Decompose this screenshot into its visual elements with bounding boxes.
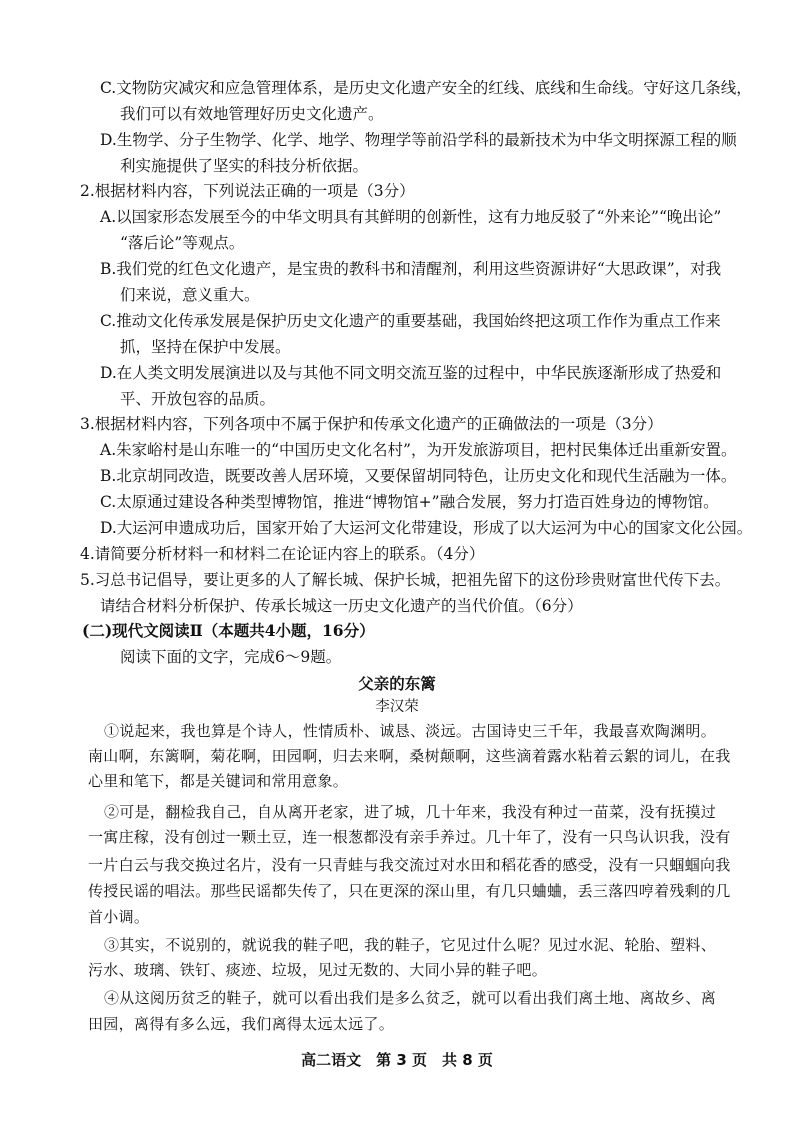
article-title: 父亲的东篱 bbox=[358, 674, 436, 693]
option-d-line2: 利实施提供了坚实的科技分析依据。 bbox=[120, 157, 369, 175]
question-3: 3.根据材料内容，下列各项中不属于保护和传承文化遗产的正确做法的一项是（3分） bbox=[80, 415, 663, 433]
option-c-line2: 我们可以有效地管理好历史文化遗产。 bbox=[120, 105, 384, 123]
q3-option-b: B.北京胡同改造，既要改善人居环境，又要保留胡同特色，让历史文化和现代生活融为一体。 bbox=[100, 467, 737, 485]
q2-option-c-line2: 抓，坚持在保护中发展。 bbox=[120, 338, 291, 356]
paragraph-4-line1: ④从这阅历贫乏的鞋子，就可以看出我们是多么贫乏，就可以看出我们离土地、离故乡、离 bbox=[104, 989, 717, 1007]
paragraph-3-line1: ③其实，不说别的，就说我的鞋子吧，我的鞋子，它见过什么呢？见过水泥、轮胎、塑料、 bbox=[104, 936, 717, 954]
q2-option-d-line1: D.在人类文明发展演进以及与其他不同文明交流互鉴的过程中，中华民族逐渐形成了热爱和 bbox=[100, 364, 722, 382]
q3-option-c: C.太原通过建设各种类型博物馆，推进“博物馆+”融合发展，努力打造百姓身边的博物馆。 bbox=[100, 493, 719, 511]
paragraph-1-line3: 心里和笔下，都是关键词和常用意象。 bbox=[88, 772, 349, 790]
q2-option-c-line1: C.推动文化传承发展是保护历史文化遗产的重要基础，我国始终把这项工作作为重点工作来 bbox=[100, 312, 721, 330]
paragraph-2-line1: ②可是，翻检我自己，自从离开老家，进了城，几十年来，我没有种过一苗菜，没有抚摸过 bbox=[104, 803, 717, 821]
reading-instruction: 阅读下面的文字，完成6～9题。 bbox=[120, 648, 342, 666]
paragraph-1-line1: ①说起来，我也算是个诗人，性情质朴、诚恳、淡远。古国诗史三千年，我最喜欢陶渊明。 bbox=[104, 722, 717, 740]
page-footer: 高二语文 第 3 页 共 8 页 bbox=[301, 1051, 493, 1069]
q3-option-a: A.朱家峪村是山东唯一的“中国历史文化名村”，为开发旅游项目，把村民集体迁出重新安置。 bbox=[100, 441, 737, 459]
question-5-line2: 请结合材料分析保护、传承长城这一历史文化遗产的当代价值。（6分） bbox=[100, 597, 583, 615]
paragraph-1-line2: 南山啊，东篱啊，菊花啊，田园啊，归去来啊，桑树颠啊，这些滴着露水粘着云絮的词儿，在我 bbox=[88, 747, 731, 765]
q2-option-a-line1: A.以国家形态发展至今的中华文明具有其鲜明的创新性，这有力地反驳了“外来论”“晚出论” bbox=[100, 208, 722, 226]
paragraph-2-line5: 首小调。 bbox=[88, 908, 150, 926]
q2-option-a-line2: “落后论”等观点。 bbox=[120, 234, 245, 252]
paragraph-4-line2: 田园，离得有多么远，我们离得太远太远了。 bbox=[88, 1015, 395, 1033]
question-2: 2.根据材料内容，下列说法正确的一项是（3分） bbox=[80, 182, 415, 200]
option-c-line1: C.文物防灾减灾和应急管理体系，是历史文化遗产安全的红线、底线和生命线。守好这几条线， bbox=[100, 79, 752, 97]
paragraph-2-line2: 一寓庄稼，没有创过一颗土豆，连一根葱都没有亲手养过。几十年了，没有一只鸟认识我，没有 bbox=[88, 828, 731, 846]
question-5-line1: 5.习总书记倡导，要让更多的人了解长城、保护长城，把祖先留下的这份珍贵财富世代传下去。 bbox=[80, 571, 731, 589]
article-author: 李汉荣 bbox=[375, 699, 419, 715]
q2-option-b-line1: B.我们党的红色文化遗产，是宝贵的教科书和清醒剂，利用这些资源讲好“大思政课”，对我 bbox=[100, 260, 722, 278]
question-4: 4.请简要分析材料一和材料二在论证内容上的联系。（4分） bbox=[80, 545, 485, 563]
q2-option-d-line2: 平、开放包容的品质。 bbox=[120, 390, 276, 408]
paragraph-3-line2: 污水、玻璃、铁钉、痰迹、垃圾，见过无数的、大同小异的鞋子吧。 bbox=[88, 961, 548, 979]
section-heading: (二)现代文阅读Ⅱ（本题共4小题，16分） bbox=[82, 621, 375, 640]
q2-option-b-line2: 们来说，意义重大。 bbox=[120, 286, 260, 304]
q3-option-d: D.大运河申遗成功后，国家开始了大运河文化带建设，形成了以大运河为中心的国家文化公园。 bbox=[100, 519, 753, 537]
option-d-line1: D.生物学、分子生物学、化学、地学、物理学等前沿学科的最新技术为中华文明探源工程的顺 bbox=[100, 131, 737, 149]
paragraph-2-line4: 传授民谣的唱法。那些民谣都失传了，只在更深的深山里，有几只蛐蛐，丢三落四哼着残剩的几 bbox=[88, 882, 731, 900]
paragraph-2-line3: 一片白云与我交换过名片，没有一只青蛙与我交流过对水田和稻花香的感受，没有一只蝈蝈向我 bbox=[88, 856, 731, 874]
